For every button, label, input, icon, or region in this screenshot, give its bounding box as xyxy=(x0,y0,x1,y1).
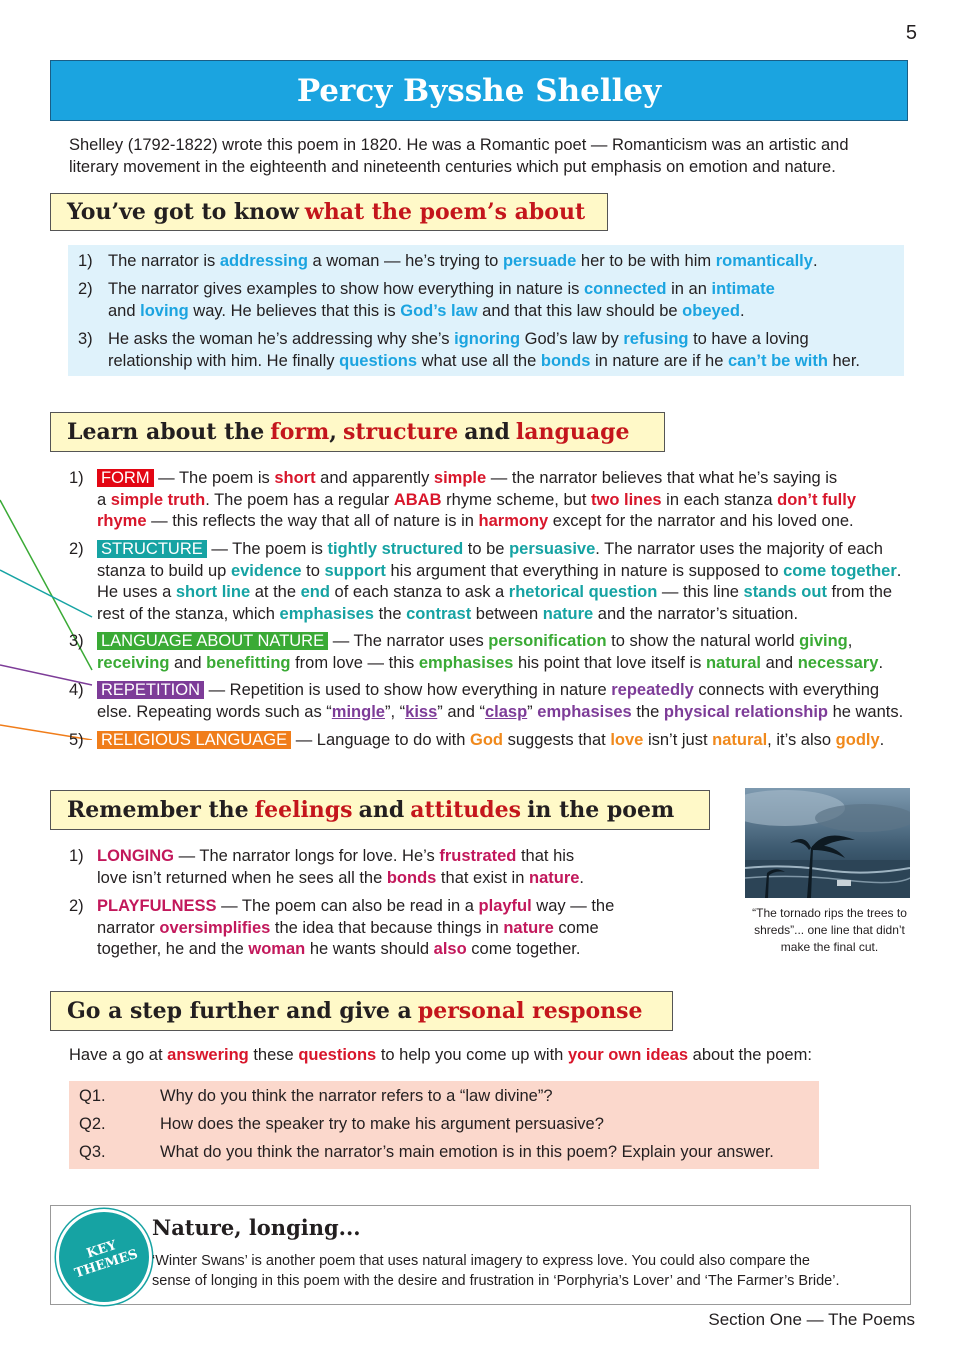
badge-label: KEY THEMES xyxy=(72,1238,140,1282)
form-item-1: 1) FORM — The poem is short and apparently simple — the narrator believes that what he’s saying is a simple truth. The poem has a regular ABAB rhyme scheme, but two lines in each stanza don’t fully rhyme — this reflects the way that all of nature is in harmony except for the narrator and his loved one. xyxy=(69,469,856,530)
form-item-4: 4) REPETITION — Repetition is used to show how everything in nature repeatedly connects with everything else. Repeating words such as “mingle”, “kiss” and “clasp” emphasises the physical relationship he wants. xyxy=(69,681,904,721)
heading-personal-response: personal response xyxy=(417,998,643,1024)
text-span: about the poem: xyxy=(688,1046,812,1064)
text-span: to help you come up with xyxy=(376,1046,568,1064)
heading-structure-word: structure xyxy=(342,419,459,445)
question-label: Q3. xyxy=(79,1143,106,1161)
key-themes-line: sense of longing in this poem with the desire and frustration in ‘Porphyria’s Lover’ and ‘The Farmer’s Bride’. xyxy=(152,1273,840,1289)
feeling-longing: LONGING xyxy=(97,847,174,865)
key-themes-line: ‘Winter Swans’ is another poem that uses natural imagery to express love. You could also compare the xyxy=(152,1253,810,1269)
heading-part: and xyxy=(358,797,405,823)
heading-plain: You’ve got to know xyxy=(67,199,299,225)
section-heading-feelings xyxy=(50,790,710,830)
about-item-3: 3) He asks the woman he’s addressing why she’s ignoring God’s law by refusing to have a loving relationship with him. He finally questions what use all the bonds in nature are if he can’t be with her. xyxy=(78,330,861,370)
about-item-2: 2) The narrator gives examples to show how everything in nature is connected in an intimate and loving way. He believes that this is God’s law and that this law should be obeyed. xyxy=(78,280,775,320)
feeling-item-2: 2) PLAYFULNESS — The poem can also be read in a playful way — the narrator oversimplifies the idea that because things in nature come together, he and the woman he wants should also come together. xyxy=(69,897,615,958)
about-item-1: 1) The narrator is addressing a woman — he’s trying to persuade her to be with him romantically. xyxy=(78,252,818,270)
photo-caption: “The tornado rips the trees to shreds”... one line that didn’t make the final cut. xyxy=(752,906,907,954)
question-text: Why do you think the narrator refers to a “law divine”? xyxy=(160,1087,553,1105)
heading-part: Go a step further and give a xyxy=(67,998,412,1024)
heading-attitudes-word: attitudes xyxy=(410,797,522,823)
section-heading-response xyxy=(50,991,673,1031)
form-item-5: 5) RELIGIOUS LANGUAGE — Language to do with God suggests that love isn’t just natural, it’s also godly. xyxy=(69,731,885,749)
text-span: your own ideas xyxy=(567,1046,689,1064)
key-themes-badge xyxy=(56,1209,152,1305)
text-span: answering xyxy=(167,1046,249,1064)
response-intro xyxy=(69,1046,812,1065)
intro-line-2: literary movement in the eighteenth and nineteenth centuries which put emphasis on emotion and nature. xyxy=(69,158,836,176)
heading-part: Remember the xyxy=(67,797,249,823)
question-text: What do you think the narrator’s main emotion is in this poem? Explain your answer. xyxy=(160,1143,774,1161)
heading-part: , xyxy=(329,419,337,445)
tag-repetition: REPETITION xyxy=(97,681,204,699)
key-themes-body xyxy=(152,1251,902,1291)
page-number: 5 xyxy=(905,22,917,44)
question-label: Q2. xyxy=(79,1115,106,1133)
tag-form: FORM xyxy=(97,469,154,487)
heading-part: Learn about the xyxy=(67,419,265,445)
text-span: questions xyxy=(298,1046,377,1064)
tag-language-nature: LANGUAGE ABOUT NATURE xyxy=(97,632,328,650)
footer-section-label: Section One — The Poems xyxy=(708,1310,915,1329)
page-title: Percy Bysshe Shelley xyxy=(50,60,908,121)
question-label: Q1. xyxy=(79,1087,106,1105)
feeling-item-1: 1) LONGING — The narrator longs for love. He’s frustrated that his love isn’t returned when he sees all the bonds that exist in nature. xyxy=(69,847,585,887)
tornado-photo xyxy=(745,788,910,898)
section-heading-form xyxy=(50,412,665,452)
heading-part: and xyxy=(464,419,510,445)
tag-structure: STRUCTURE xyxy=(97,540,207,558)
heading-language-word: language xyxy=(515,419,630,445)
heading-feelings-word: feelings xyxy=(254,797,353,823)
text-span: Have a go at xyxy=(69,1046,168,1064)
text-span: these xyxy=(248,1046,299,1064)
form-item-2: 2) STRUCTURE — The poem is tightly structured to be persuasive. The narrator uses the majority of each stanza to build up evidence to support his argument that everything in nature is supposed to come together. He uses a short line at the end of each stanza to ask a rhetorical question — this line stands out from the rest of the stanza, which emphasises the contrast between nature and the narrator’s situation. xyxy=(69,540,902,623)
heading-form-word: form xyxy=(270,419,330,445)
feeling-playfulness: PLAYFULNESS xyxy=(97,897,217,915)
question-text: How does the speaker try to make his argument persuasive? xyxy=(160,1115,604,1133)
key-themes-heading: Nature, longing... xyxy=(152,1215,361,1240)
heading-part: in the poem xyxy=(527,797,675,823)
intro-paragraph xyxy=(69,134,909,178)
tag-religious: RELIGIOUS LANGUAGE xyxy=(97,731,291,749)
intro-line-1: Shelley (1792-1822) wrote this poem in 1820. He was a Romantic poet — Romanticism was an artistic and xyxy=(69,136,849,154)
heading-red: what the poem’s about xyxy=(304,199,586,225)
form-item-3: 3) LANGUAGE ABOUT NATURE — The narrator uses personification to show the natural world giving, receiving and benefitting from love — this emphasises his point that love itself is natural and necessary. xyxy=(69,632,884,672)
section-heading-about xyxy=(50,193,608,231)
